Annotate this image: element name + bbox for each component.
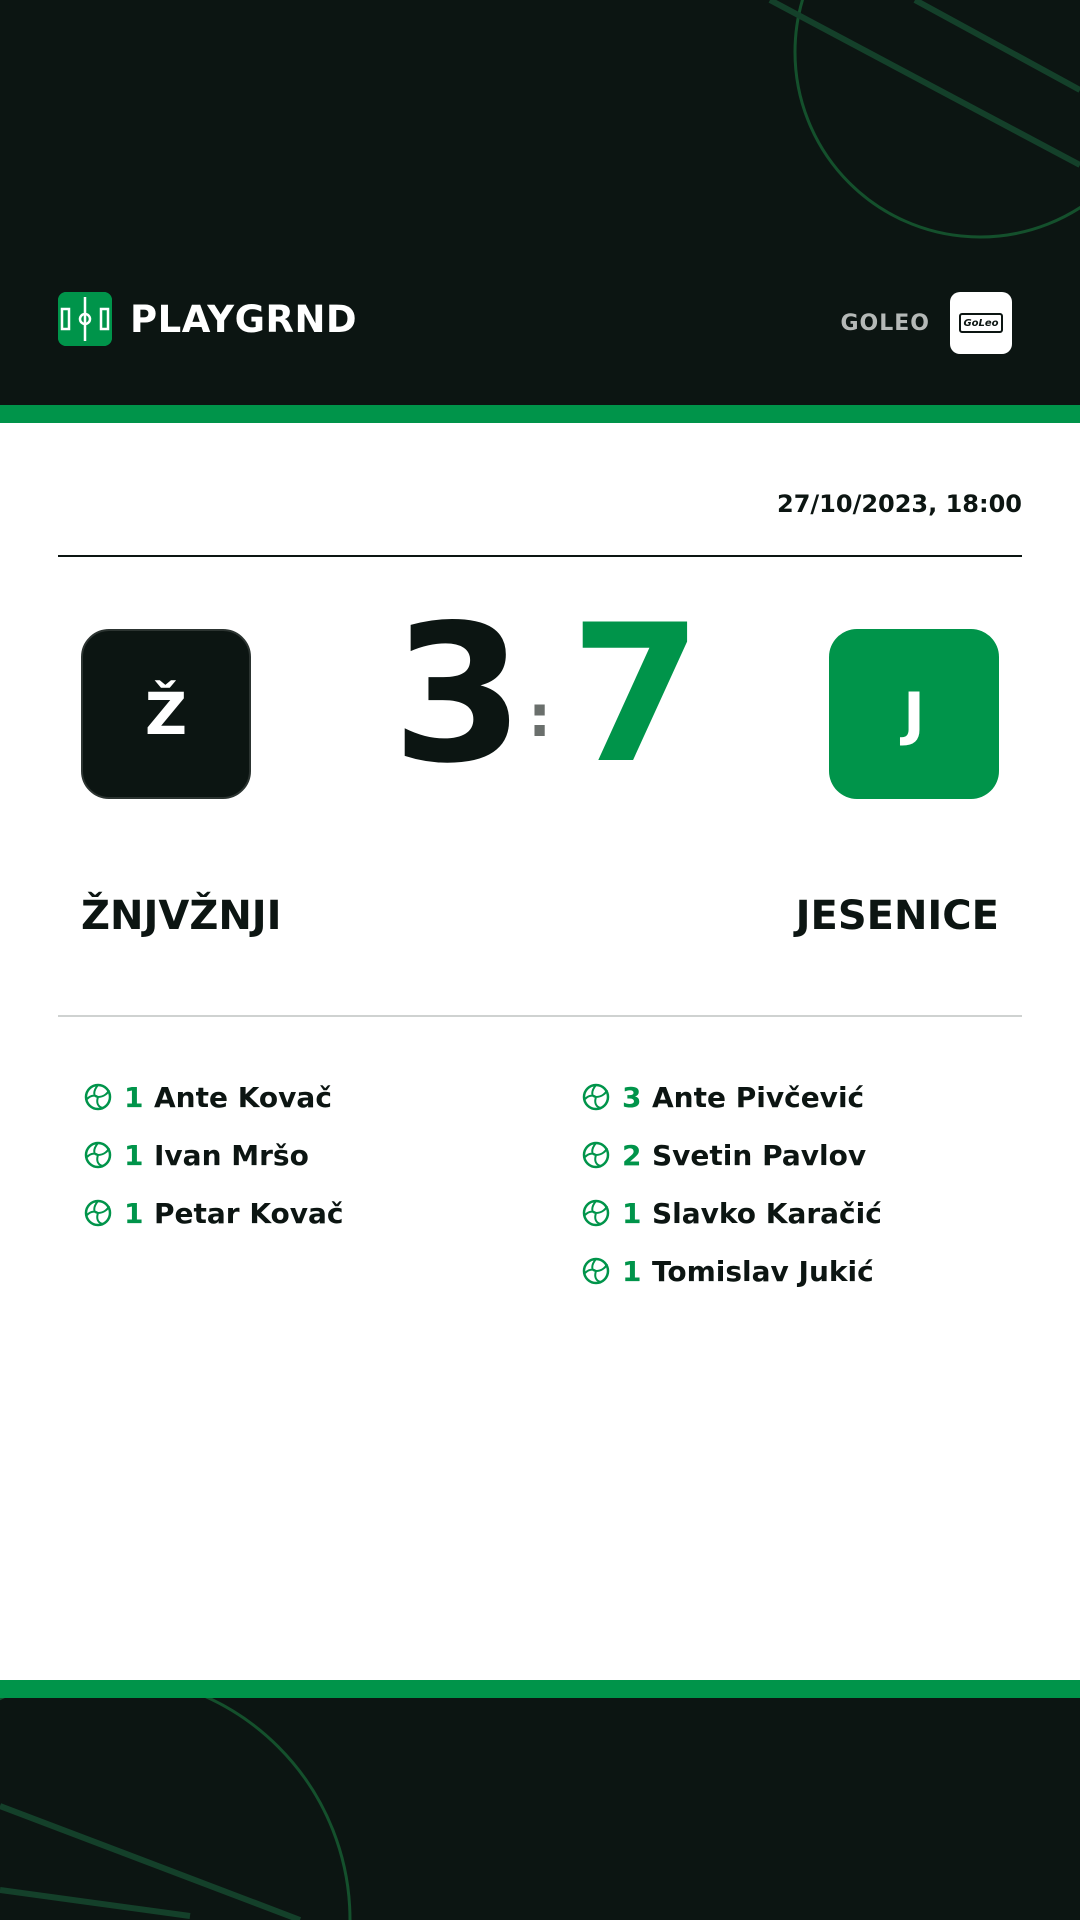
brand-name: PLAYGRND [130,297,358,341]
goal-count: 1 [124,1196,144,1230]
accent-bar-bottom [0,1680,1080,1698]
home-team-name: ŽNJVŽNJI [81,893,282,939]
player-name: Tomislav Jukić [652,1254,874,1288]
soccer-ball-icon [582,1083,610,1111]
scorer-row [582,1242,882,1300]
soccer-ball-icon [582,1257,610,1285]
goal-count: 1 [622,1254,642,1288]
soccer-ball-icon [582,1199,610,1227]
home-score: 3 [392,584,525,805]
goal-count: 1 [124,1080,144,1114]
scorer-row [582,1126,882,1184]
player-name: Ivan Mršo [154,1138,309,1172]
soccer-ball-icon [84,1141,112,1169]
away-team-badge [829,629,999,799]
soccer-ball-icon [84,1199,112,1227]
away-team-name: JESENICE [795,893,999,939]
away-score: 7 [570,584,703,805]
player-name: Petar Kovač [154,1196,344,1230]
player-name: Svetin Pavlov [652,1138,867,1172]
partner-name: GOLEO [840,310,930,336]
accent-bar-top [0,405,1080,423]
footer [0,1698,1080,1920]
soccer-ball-icon [582,1141,610,1169]
home-team-badge [81,629,251,799]
away-team-initial: J [903,680,925,748]
goal-count: 1 [622,1196,642,1230]
brand[interactable] [58,292,357,346]
player-name: Slavko Karačić [652,1196,882,1230]
partner[interactable] [840,292,1012,354]
partner-logo [950,292,1012,354]
divider [58,1015,1022,1017]
home-team-initial: Ž [144,680,188,748]
scorer-row [582,1068,882,1126]
scorer-row [84,1068,344,1126]
scorer-row [84,1184,344,1242]
player-name: Ante Kovač [154,1080,332,1114]
header [0,0,1080,405]
scorer-row [582,1184,882,1242]
player-name: Ante Pivčević [652,1080,865,1114]
divider [58,555,1022,557]
field-lines-decoration [0,1698,1080,1920]
goal-count: 1 [124,1138,144,1172]
soccer-ball-icon [84,1083,112,1111]
home-scorers-list [84,1068,344,1242]
score-separator: : [528,682,552,750]
match-datetime: 27/10/2023, 18:00 [777,490,1022,518]
partner-logo-image: GoLeo [959,313,1003,333]
away-scorers-list [582,1068,882,1300]
soccer-field-icon [58,292,112,346]
scorer-row [84,1126,344,1184]
goal-count: 2 [622,1138,642,1172]
goal-count: 3 [622,1080,642,1114]
